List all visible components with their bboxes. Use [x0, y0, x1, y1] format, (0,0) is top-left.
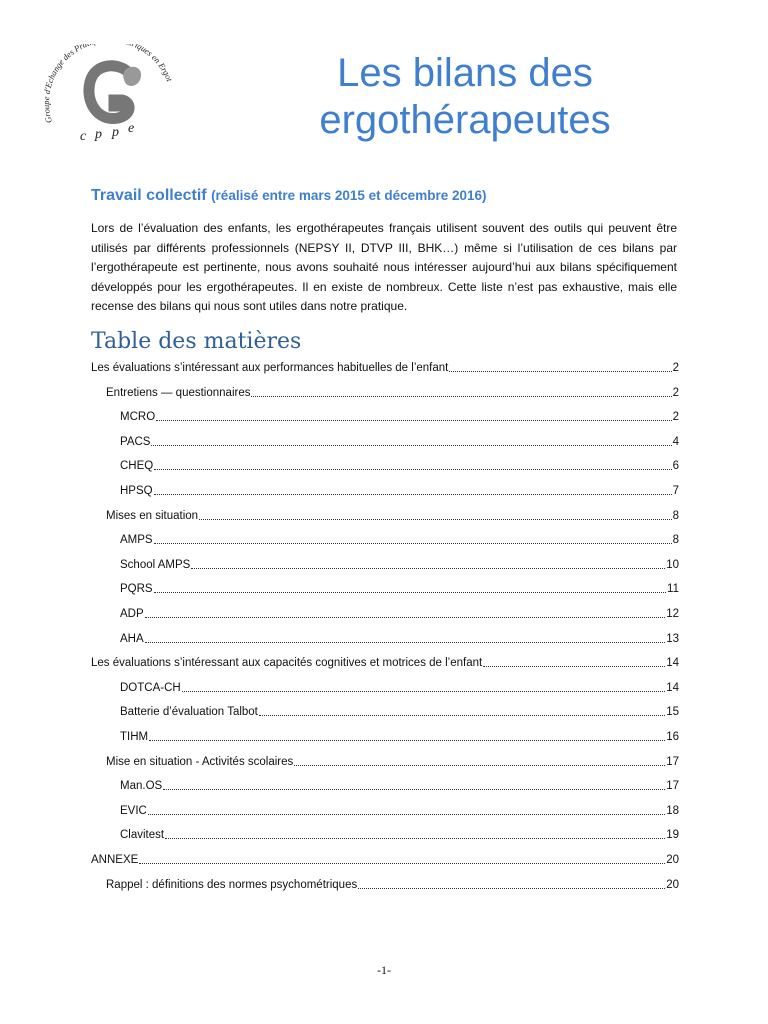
svg-text:p: p: [95, 127, 102, 142]
toc-entry-label: CHEQ: [120, 460, 154, 472]
toc-entry[interactable]: [91, 362, 679, 374]
toc-entry[interactable]: [120, 805, 679, 817]
title-line-1: Les bilans des: [337, 51, 593, 95]
toc-entry[interactable]: [91, 657, 679, 669]
toc-entry-label: MCRO: [120, 411, 156, 423]
toc-entry[interactable]: [91, 854, 679, 866]
svg-text:p: p: [112, 125, 119, 140]
toc-leader-dots: [148, 813, 665, 815]
toc-entry[interactable]: [120, 706, 679, 718]
toc-entry-page: 12: [666, 608, 679, 620]
toc-entry-label: ANNEXE: [91, 854, 139, 866]
svg-text:Groupe d'Echange des Pratiques: Groupe d'Echange des Pra iques en Ergot: [40, 44, 175, 125]
toc-entry-page: 16: [666, 731, 679, 743]
toc-entry-page: 2: [672, 387, 679, 399]
toc-leader-dots: [358, 887, 665, 889]
toc-entry-label: TIHM: [120, 731, 149, 743]
toc-entry[interactable]: [120, 485, 679, 497]
toc-leader-dots: [294, 764, 665, 766]
toc-entry-page: 11: [667, 583, 679, 595]
toc-heading: Table des matières: [91, 329, 302, 354]
toc-leader-dots: [154, 493, 672, 495]
toc-leader-dots: [251, 395, 671, 397]
subtitle-dates: (réalisé entre mars 2015 et décembre 2016): [211, 188, 487, 203]
toc-entry-label: EVIC: [120, 805, 147, 817]
toc-entry[interactable]: [120, 411, 679, 423]
toc-leader-dots: [191, 567, 665, 569]
toc-entry-label: AMPS: [120, 534, 153, 546]
toc-entry-page: 17: [666, 780, 679, 792]
toc-entry-page: 20: [666, 854, 679, 866]
toc-entry-page: 20: [666, 879, 679, 891]
page-number: -1-: [377, 963, 391, 977]
toc-leader-dots: [182, 690, 666, 692]
toc-leader-dots: [156, 419, 671, 421]
toc-entry-label: Les évaluations s’intéressant aux performances habituelles de l’enfant: [91, 362, 449, 374]
toc-entry-label: Rappel : définitions des normes psychométriques: [106, 879, 358, 891]
toc-entry-page: 6: [672, 460, 679, 472]
toc-entry-label: HPSQ: [120, 485, 153, 497]
toc-entry-label: DOTCA-CH: [120, 682, 181, 694]
logo: [40, 44, 180, 144]
toc-entry-label: Entretiens — questionnaires: [106, 387, 251, 399]
toc-entry-page: 14: [666, 657, 679, 669]
toc-entry-page: 8: [672, 534, 679, 546]
toc-entry[interactable]: [120, 829, 679, 841]
toc-leader-dots: [139, 862, 665, 864]
toc-entry-page: 4: [672, 436, 679, 448]
toc-entry-label: PQRS: [120, 583, 153, 595]
toc-entry-page: 15: [666, 706, 679, 718]
toc-entry[interactable]: [120, 731, 679, 743]
toc-entry[interactable]: [120, 534, 679, 546]
toc-entry[interactable]: [120, 633, 679, 645]
toc-leader-dots: [199, 518, 672, 520]
toc-entry-page: 2: [672, 411, 679, 423]
subtitle: [91, 187, 486, 205]
toc-entry-label: PACS: [120, 436, 151, 448]
toc-entry-label: Mise en situation - Activités scolaires: [106, 756, 294, 768]
toc-entry[interactable]: [120, 460, 679, 472]
toc-entry[interactable]: [120, 583, 679, 595]
toc-entry-page: 17: [666, 756, 679, 768]
toc-entry-label: ADP: [120, 608, 144, 620]
toc-leader-dots: [154, 591, 666, 593]
toc-entry-page: 18: [666, 805, 679, 817]
toc-leader-dots: [449, 370, 671, 372]
toc-entry-page: 7: [672, 485, 679, 497]
toc-entry-page: 8: [672, 510, 679, 522]
toc-entry[interactable]: [106, 387, 679, 399]
toc-entry-page: 13: [666, 633, 679, 645]
toc-leader-dots: [483, 665, 665, 667]
toc-entry[interactable]: [106, 879, 679, 891]
svg-text:c: c: [80, 129, 87, 144]
toc-leader-dots: [154, 542, 672, 544]
toc-entry-label: Mises en situation: [106, 510, 199, 522]
toc-entry-label: AHA: [120, 633, 144, 645]
toc-entry-page: 19: [666, 829, 679, 841]
logo-graphic: [40, 44, 180, 144]
toc-entry-page: 14: [666, 682, 679, 694]
toc-entry[interactable]: [120, 436, 679, 448]
toc-leader-dots: [145, 616, 666, 618]
toc-entry-label: School AMPS: [120, 559, 191, 571]
toc-leader-dots: [145, 641, 666, 643]
toc-entry-label: Batterie d’évaluation Talbot: [120, 706, 258, 718]
toc-leader-dots: [259, 714, 665, 716]
toc-leader-dots: [163, 788, 665, 790]
toc-entry[interactable]: [120, 559, 679, 571]
toc-entry-label: Les évaluations s’intéressant aux capacités cognitives et motrices de l’enfant: [91, 657, 483, 669]
intro-paragraph: Lors de l’évaluation des enfants, les ergothérapeutes français utilisent souvent des outils qui peuvent être utilisés par différents professionnels (NEPSY II, DTVP III, BHK…) même si l’utilisation de ces bilans par l’ergothérapeute est pertinente, nous avons souhaité nous intéresser aujourd’hui aux bilans spécifiquement développés pour les ergothérapeutes. Il en existe de nombreux. Cette liste n’est pas exhaustive, mais elle recense des bilans qui nous sont utiles dans notre pratique.: [91, 221, 677, 314]
toc-leader-dots: [154, 468, 671, 470]
toc-entry[interactable]: [120, 780, 679, 792]
toc-leader-dots: [151, 444, 671, 446]
toc-entry-label: Man.OS: [120, 780, 163, 792]
toc-entry[interactable]: [120, 608, 679, 620]
subtitle-main: Travail collectif: [91, 187, 207, 204]
toc-leader-dots: [165, 837, 665, 839]
toc-entry-label: Clavitest: [120, 829, 165, 841]
title-line-2: ergothérapeutes: [319, 98, 611, 142]
svg-text:e: e: [128, 121, 135, 136]
toc-entry[interactable]: [106, 510, 679, 522]
document-title: [250, 50, 680, 144]
toc-leader-dots: [149, 739, 665, 741]
toc-entry-page: 2: [672, 362, 679, 374]
toc-entry[interactable]: [106, 756, 679, 768]
toc-entry-page: 10: [666, 559, 679, 571]
toc-entry[interactable]: [120, 682, 679, 694]
